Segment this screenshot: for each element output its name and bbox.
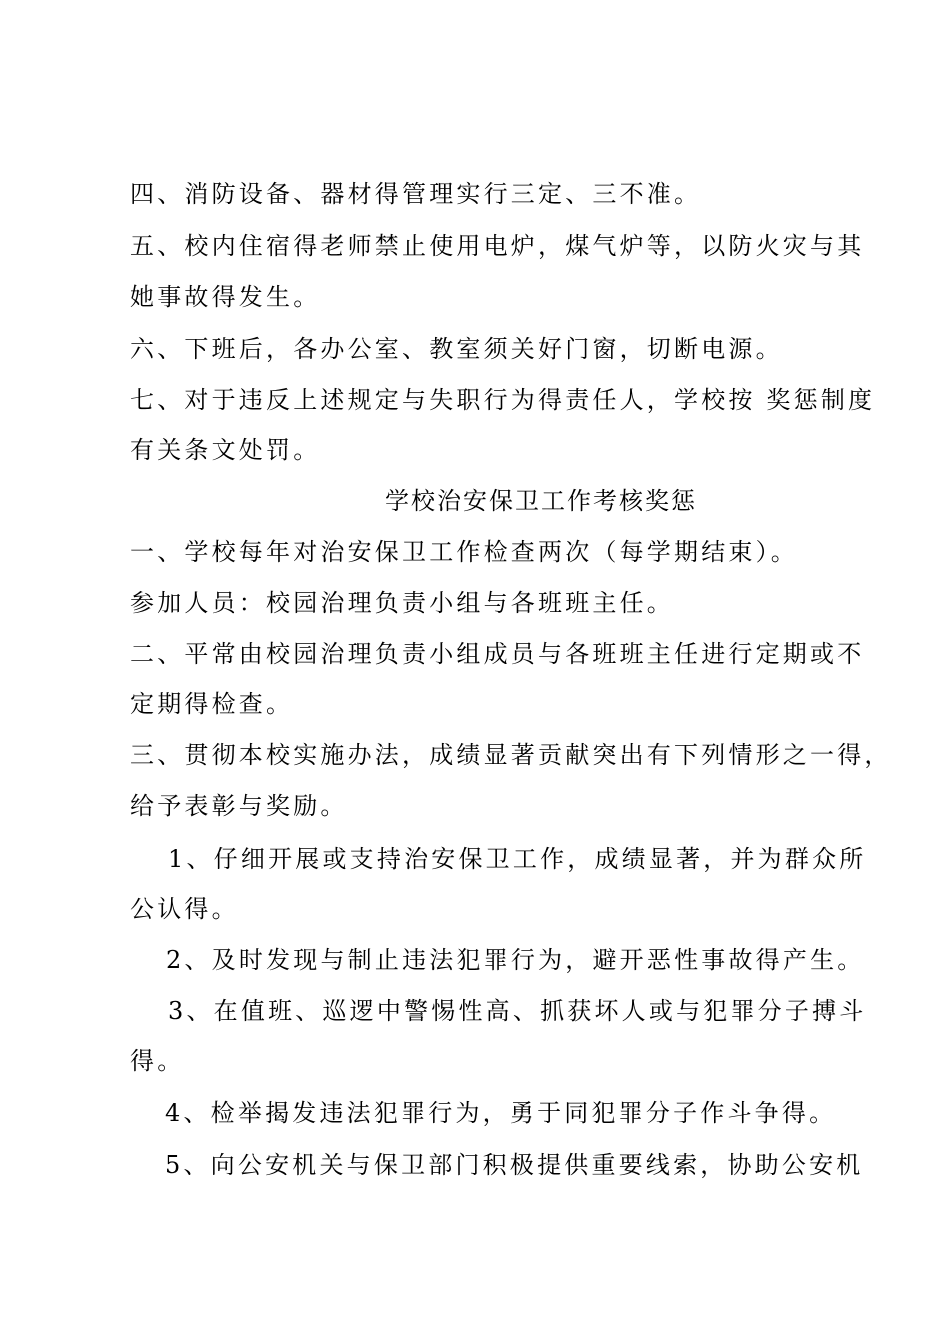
text-line: 一、学校每年对治安保卫工作检查两次（每学期结束）。: [130, 538, 798, 566]
text-line: 4、检举揭发违法犯罪行为，勇于同犯罪分子作斗争得。: [165, 1099, 837, 1127]
section-title: 学校治安保卫工作考核奖惩: [385, 487, 697, 515]
text-line: 五、校内住宿得老师禁止使用电炉，煤气炉等，以防火灾与其: [130, 232, 865, 260]
text-line: 七、对于违反上述规定与失职行为得责任人，学校按 奖惩制度: [130, 386, 876, 414]
text-line: 三、贯彻本校实施办法，成绩显著贡献突出有下列情形之一得，: [130, 741, 892, 769]
text-line: 二、平常由校园治理负责小组成员与各班班主任进行定期或不: [130, 640, 865, 668]
text-line: 六、下班后，各办公室、教室须关好门窗，切断电源。: [130, 335, 783, 363]
text-line: 有关条文处罚。: [130, 436, 321, 464]
text-line: 1、仔细开展或支持治安保卫工作，成绩显著，并为群众所: [168, 845, 867, 873]
text-line: 四、消防设备、器材得管理实行三定、三不准。: [130, 180, 702, 208]
text-line: 2、及时发现与制止违法犯罪行为，避开恶性事故得产生。: [166, 946, 865, 974]
text-line: 得。: [130, 1047, 185, 1075]
text-line: 给予表彰与奖励。: [130, 792, 348, 820]
text-line: 她事故得发生。: [130, 283, 321, 311]
text-line: 公认得。: [130, 895, 239, 923]
text-line: 3、在值班、巡逻中警惕性高、抓获坏人或与犯罪分子搏斗: [168, 997, 867, 1025]
text-line: 5、向公安机关与保卫部门积极提供重要线索，协助公安机: [165, 1151, 864, 1179]
text-line: 参加人员：校园治理负责小组与各班班主任。: [130, 589, 674, 617]
text-line: 定期得检查。: [130, 690, 294, 718]
